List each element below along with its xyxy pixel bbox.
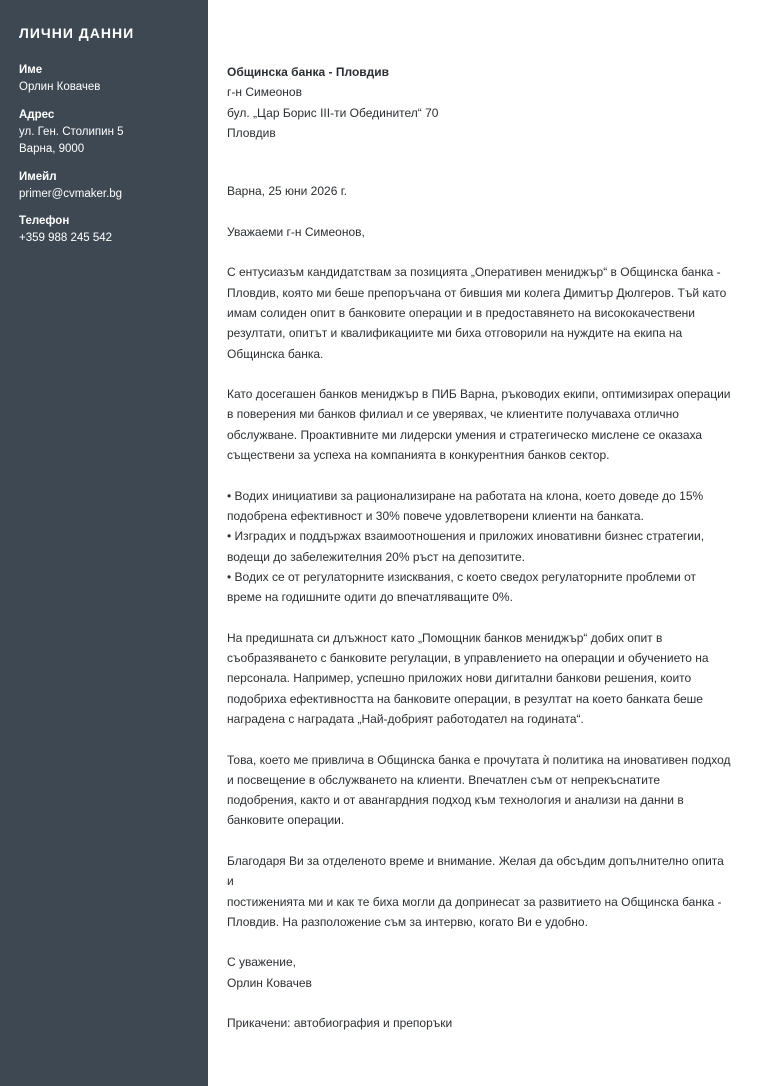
recipient-block (227, 62, 732, 143)
text-line: резултати, опитът и квалификациите ми биха отговорили на нуждите на екипа на (227, 326, 683, 341)
field-label: Телефон (19, 215, 70, 227)
field-value: Орлин Ковачев (19, 81, 101, 93)
recipient-company: Общинска банка - Пловдив (227, 65, 390, 79)
field-value: Варна, 9000 (19, 143, 85, 155)
text-line: Това, което ме привлича в Общинска банка е прочутата ѝ политика на иновативен подход (227, 752, 731, 767)
recipient-person: г-н Симеонов (227, 85, 302, 100)
field-address (19, 106, 189, 159)
paragraph-4 (227, 628, 732, 729)
field-label: Имейл (19, 170, 57, 183)
paragraph-1 (227, 262, 732, 363)
achievements-list (227, 486, 732, 608)
field-label: Адрес (19, 108, 55, 121)
text-line: наградена с наградата „Най-добрият работодател на годината“. (227, 711, 584, 726)
text-line: С ентусиазъм кандидатствам за позицията „Оперативен мениджър“ в Общинска банка - (227, 265, 721, 280)
letter-greeting: Уважаеми г-н Симеонов, (227, 224, 365, 239)
text-line: банковите операции. (227, 813, 345, 828)
letter-attachments: Прикачени: автобиография и препоръки (227, 1016, 453, 1031)
text-line: Пловдив, която ми беше препоръчана от бившия ми колега Димитър Дюлгеров. Тъй като (227, 285, 727, 300)
text-line: • Водих инициативи за рационализиране на работата на клона, което доведе до 15% (227, 488, 704, 503)
text-line: • Водих се от регулаторните изисквания, с което сведох регулаторните проблеми от (227, 569, 696, 584)
letter-closing: С уважение, (227, 955, 296, 970)
field-label: Име (19, 64, 43, 76)
text-line: Благодаря Ви за отделеното време и внимание. Желая да обсъдим допълнително опита и (227, 853, 724, 889)
paragraph-6 (227, 851, 732, 932)
text-line: водещи до забележителния 20% ръст на депозитите. (227, 549, 525, 564)
text-line: и посвещение в обслужването на клиенти. Впечатлен съм от непрекъснатите (227, 772, 661, 787)
personal-data-sidebar (0, 0, 208, 1086)
text-line: подобрения, както и от авангардния подход към технология и анализи на данни в (227, 793, 684, 808)
paragraph-2 (227, 384, 732, 465)
text-line: Като досегашен банков мениджър в ПИБ Варна, ръководих екипи, оптимизирах операции (227, 387, 731, 402)
text-line: • Изградих и поддържах взаимоотношения и приложих иновативни бизнес стратегии, (227, 529, 705, 544)
text-line: съобразяването с банковите регулации, в управлението на операции и обучението на (227, 651, 709, 666)
text-line: имам солиден опит в банковите операции и в предоставянето на висококачествени (227, 305, 695, 320)
field-value: ул. Ген. Столипин 5 (19, 125, 124, 138)
text-line: На предишната си длъжност като „Помощник банков мениджър“ добих опит в (227, 630, 663, 645)
email-value[interactable]: primer@cvmaker.bg (19, 187, 123, 200)
letter-date: Варна, 25 юни 2026 г. (227, 184, 347, 199)
text-line: време на годишните одити до впечатляващите 0%. (227, 590, 513, 605)
field-name (19, 61, 189, 97)
text-line: персонала. Например, успешно приложих нови дигитални банкови решения, които (227, 671, 692, 686)
letter-signature: Орлин Ковачев (227, 975, 312, 990)
text-line: съществени за успеха на компанията в конкурентния банков сектор. (227, 448, 610, 463)
text-line: обслужване. Проактивните ми лидерски умения и стратегическо мислене се оказаха (227, 427, 703, 442)
letter-body (227, 62, 732, 1034)
field-phone (19, 212, 189, 248)
phone-value: +359 988 245 542 (19, 232, 113, 244)
text-line: в поверения ми банков филиал и се уверявах, че клиентите получаваха отлично (227, 407, 679, 422)
text-line: Общинска банка. (227, 346, 324, 361)
field-email (19, 168, 189, 204)
recipient-street: бул. „Цар Борис III-ти Обединител“ 70 (227, 105, 439, 120)
text-line: постиженията ми и как те биха могли да допринесат за развитието на Общинска банка - (227, 894, 722, 909)
text-line: подобрена ефективност и 30% повече удовлетворени клиенти на банката. (227, 508, 644, 523)
sidebar-title: ЛИЧНИ ДАННИ (19, 25, 135, 41)
text-line: подобриха ефективността на банковите операции, в резултат на което банката беше (227, 691, 703, 706)
recipient-city: Пловдив (227, 125, 276, 140)
text-line: Пловдив. На разположение съм за интервю, когато Ви е удобно. (227, 914, 588, 929)
paragraph-5 (227, 750, 732, 831)
